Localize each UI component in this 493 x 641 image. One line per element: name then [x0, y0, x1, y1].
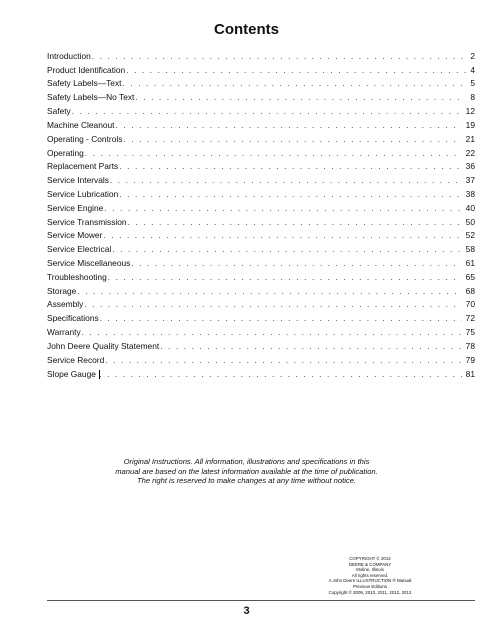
copyright-line: Previous Editions — [353, 583, 387, 589]
toc-entry-page: 8 — [470, 92, 475, 103]
dot-leader — [72, 106, 462, 116]
copyright-line: A John Deere ILLUSTRUCTION ® Manual — [328, 578, 412, 584]
toc-entry-operating[interactable] — [47, 144, 475, 158]
toc-entry-page: 50 — [465, 216, 475, 227]
toc-entry-label: Service Miscellaneous — [47, 258, 131, 268]
toc-entry-label: Replacement Parts — [47, 161, 119, 172]
toc-entry-label: Safety — [47, 106, 71, 117]
dot-leader — [112, 244, 461, 254]
toc-entry-label: Machine Cleanout — [47, 119, 115, 130]
dot-leader — [119, 161, 461, 171]
toc-entry-page: 58 — [465, 244, 475, 255]
dot-leader — [85, 148, 462, 158]
toc-entry-service-mower[interactable] — [47, 227, 475, 241]
toc-entry-introduction[interactable] — [47, 47, 475, 61]
copyright-line: Moline, Illinois — [356, 567, 384, 573]
toc-entry-page: 2 — [470, 50, 475, 61]
toc-entry-service-intervals[interactable] — [47, 171, 475, 185]
toc-entry-operating-controls[interactable] — [47, 130, 475, 144]
dot-leader — [105, 355, 461, 365]
toc-entry-label: Service Engine — [47, 202, 104, 213]
toc-entry-page: 37 — [465, 175, 475, 186]
page-number: 3 — [243, 605, 250, 617]
toc-entry-label: Service Electrical — [47, 244, 112, 255]
dot-leader — [131, 258, 461, 268]
note-line: Original Instructions. All information, illustrations and specifications in this — [123, 457, 370, 466]
toc-entry-label: Service Record — [47, 354, 105, 365]
dot-leader — [103, 230, 461, 240]
dot-leader — [123, 134, 461, 144]
copyright-block — [305, 556, 435, 595]
toc-entry-label: Introduction — [47, 50, 91, 61]
toc-entry-page: 75 — [465, 327, 475, 338]
disclaimer-note — [100, 457, 393, 486]
toc-entry-specifications[interactable] — [47, 309, 475, 323]
toc-entry-service-miscellaneous[interactable] — [47, 254, 475, 268]
dot-leader — [160, 341, 461, 351]
dot-leader — [77, 286, 461, 296]
toc-entry-page: 68 — [465, 285, 475, 296]
copyright-line: COPYRIGHT © 2014 — [349, 556, 391, 561]
toc-entry-safety-labels-text[interactable] — [47, 75, 475, 89]
copyright-line: Copyright © 2009, 2010, 2011, 2012, 2013 — [328, 589, 412, 595]
toc-entry-quality-statement[interactable] — [47, 337, 475, 351]
toc-entry-page: 12 — [465, 106, 475, 117]
toc-entry-page: 81 — [465, 368, 475, 379]
dot-leader — [84, 299, 461, 309]
dot-leader — [92, 51, 467, 61]
toc-entry-page: 72 — [465, 313, 475, 324]
toc-entry-label: John Deere Quality Statement — [47, 340, 160, 351]
toc-entry-service-lubrication[interactable] — [47, 185, 475, 199]
dot-leader — [82, 327, 462, 337]
toc-entry-page: 19 — [465, 119, 475, 130]
toc-entry-page: 21 — [465, 133, 475, 144]
toc-entry-page: 61 — [465, 258, 475, 268]
toc-entry-page: 22 — [465, 147, 475, 158]
copyright-line: All rights reserved. — [351, 572, 389, 578]
toc-entry-page: 38 — [465, 188, 475, 199]
note-line: manual are based on the latest information available at the time of publication. — [115, 466, 378, 476]
toc-entry-label: Service Transmission — [47, 216, 127, 227]
toc-entry-label: Service Lubrication — [47, 188, 119, 199]
dot-leader — [108, 272, 462, 282]
toc-entry-replacement-parts[interactable] — [47, 158, 475, 172]
footer-divider — [47, 600, 475, 601]
toc-entry-storage[interactable] — [47, 282, 475, 296]
toc-entry-label: Troubleshooting — [47, 271, 107, 282]
dot-leader — [99, 369, 461, 379]
toc-entry-warranty[interactable] — [47, 323, 475, 337]
toc-entry-page: 36 — [465, 161, 475, 172]
toc-entry-label: Warranty — [47, 327, 81, 338]
toc-entry-page: 5 — [470, 78, 475, 89]
dot-leader — [116, 120, 462, 130]
toc-entry-machine-cleanout[interactable] — [47, 116, 475, 130]
toc-entry-product-identification[interactable] — [47, 61, 475, 75]
toc-entry-service-record[interactable] — [47, 351, 475, 365]
toc-entry-page: 4 — [470, 64, 475, 75]
toc-entry-safety[interactable] — [47, 102, 475, 116]
toc-entry-page: 79 — [465, 354, 475, 365]
toc-entry-label: Slope Gauge — [47, 368, 96, 379]
copyright-line: DEERE & COMPANY — [348, 561, 392, 567]
dot-leader — [128, 217, 462, 227]
toc-entry-label: Storage — [47, 285, 77, 296]
toc-entry-page: 52 — [465, 230, 475, 241]
toc-entry-label: Service Intervals — [47, 175, 109, 186]
toc-entry-label: Product Identification — [47, 64, 126, 75]
toc-entry-label: Assembly — [47, 299, 84, 310]
toc-entry-safety-labels-no-text[interactable] — [47, 88, 475, 102]
toc-entry-service-engine[interactable] — [47, 199, 475, 213]
toc-entry-page: 70 — [465, 299, 475, 310]
dot-leader — [100, 313, 462, 323]
dot-leader — [119, 189, 461, 199]
toc-entry-label: Safety Labels—Text — [47, 78, 122, 89]
toc-entry-page: 40 — [465, 202, 475, 213]
toc-entry-troubleshooting[interactable] — [47, 268, 475, 282]
note-line: The right is reserved to make changes at any time without notice. — [136, 476, 357, 485]
toc-entry-slope-gauge[interactable] — [47, 365, 475, 379]
dot-leader — [126, 65, 466, 75]
toc-entry-label: Operating - Controls — [47, 133, 123, 144]
dot-leader — [135, 92, 466, 102]
toc-entry-label: Specifications — [47, 313, 99, 324]
dot-leader — [110, 175, 462, 185]
dot-leader — [104, 203, 461, 213]
toc-entry-label: Safety Labels—No Text — [47, 92, 135, 103]
table-of-contents — [47, 47, 475, 379]
toc-entry-assembly[interactable] — [47, 296, 475, 310]
dot-leader — [122, 78, 466, 88]
toc-entry-page: 78 — [465, 340, 475, 351]
toc-entry-label: Service Mower — [47, 230, 103, 241]
toc-entry-service-transmission[interactable] — [47, 213, 475, 227]
toc-entry-page: 65 — [465, 271, 475, 282]
page-title: Contents — [214, 21, 279, 38]
toc-entry-label: Operating — [47, 147, 84, 158]
toc-entry-service-electrical[interactable] — [47, 240, 475, 254]
